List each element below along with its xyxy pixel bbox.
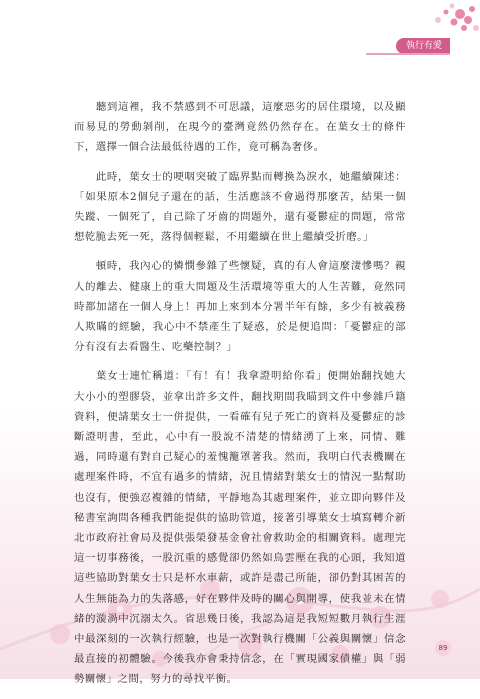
section-title: 執行有愛 <box>396 38 450 54</box>
paragraph: 頓時，我內心的憐憫參雜了些懷疑，真的有人會這麼淒慘嗎？親人的離去、健康上的重大問題及生活環境等重大的人生苦難，竟然同時都加諸在一個人身上！再加上來到本分署半年有餘，多少有被義務人欺瞞的經驗，我心中不禁產生了疑惑，於是便追問：「憂鬱症的部分有沒有去看醫生、吃藥控制？」 <box>74 260 406 354</box>
article-body <box>74 97 406 699</box>
paragraph: 葉女士連忙稱道：「有！有！我拿證明給你看」便開始翻找她大大小小的塑膠袋，並拿出許多文件，翻找期間我瞄到文件中參雜戶籍資料，便請葉女士一併提供，一看確有兒子死亡的資料及憂鬱症的診斷證明書，至此，心中有一股說不清楚的情緒湧了上來，同情、難過，同時還有對自己疑心的羞愧籠罩著我。然而，我明白代表機關在處理案件時，不宜有過多的情緒，況且情緒對葉女士的情況一點幫助也沒有，便強忍複雜的情緒，平靜地為其處理案件，並立即向夥伴及秘書室詢問各種我們能提供的協助管道，接著引導葉女士填寫轉介新北市政府社會局及提供張榮發基金會社會救助金的相關資料。處理完這一切事務後，一股沉重的感覺卻仍然如鳥雲壓在我的心頭，我知道這些協助對葉女士只是杯水車薪，或許是盡己所能，卻仍對其困苦的人生無能為力的失落感，好在夥伴及時的關心與開導，使我並未在情緒的漩渦中沉溺太久。省思幾日後，我認為這是我短短數月執行生涯中最深刻的一次執行經驗，也是一次對執行機關「公義與關懷」信念最直接的初體驗。今後我亦會秉持信念，在「實現國家債權」與「弱勢關懷」之間，努力的尋找平衡。 <box>74 370 406 686</box>
paragraph: 此時，葉女士的哽咽突破了臨界點而轉換為淚水，她繼續陳述：「如果原本2個兒子還在的話，生活應該不會過得那麼苦，結果一個失蹤、一個死了，自己除了牙齒的問題外，還有憂鬱症的問題，常常想乾脆去死一死，落得個輕鬆，不用繼續在世上繼續受折磨。」 <box>74 170 406 244</box>
page-number: 89 <box>435 640 451 656</box>
header-divider <box>366 53 450 55</box>
paragraph: 聽到這裡，我不禁感到不可思議，這麼惡劣的居住環境，以及顯而易見的勞動剝削，在現今的臺灣竟然仍然存在。在葉女士的條件下，選擇一個合法最低待遇的工作，竟可稱為奢侈。 <box>74 101 406 154</box>
